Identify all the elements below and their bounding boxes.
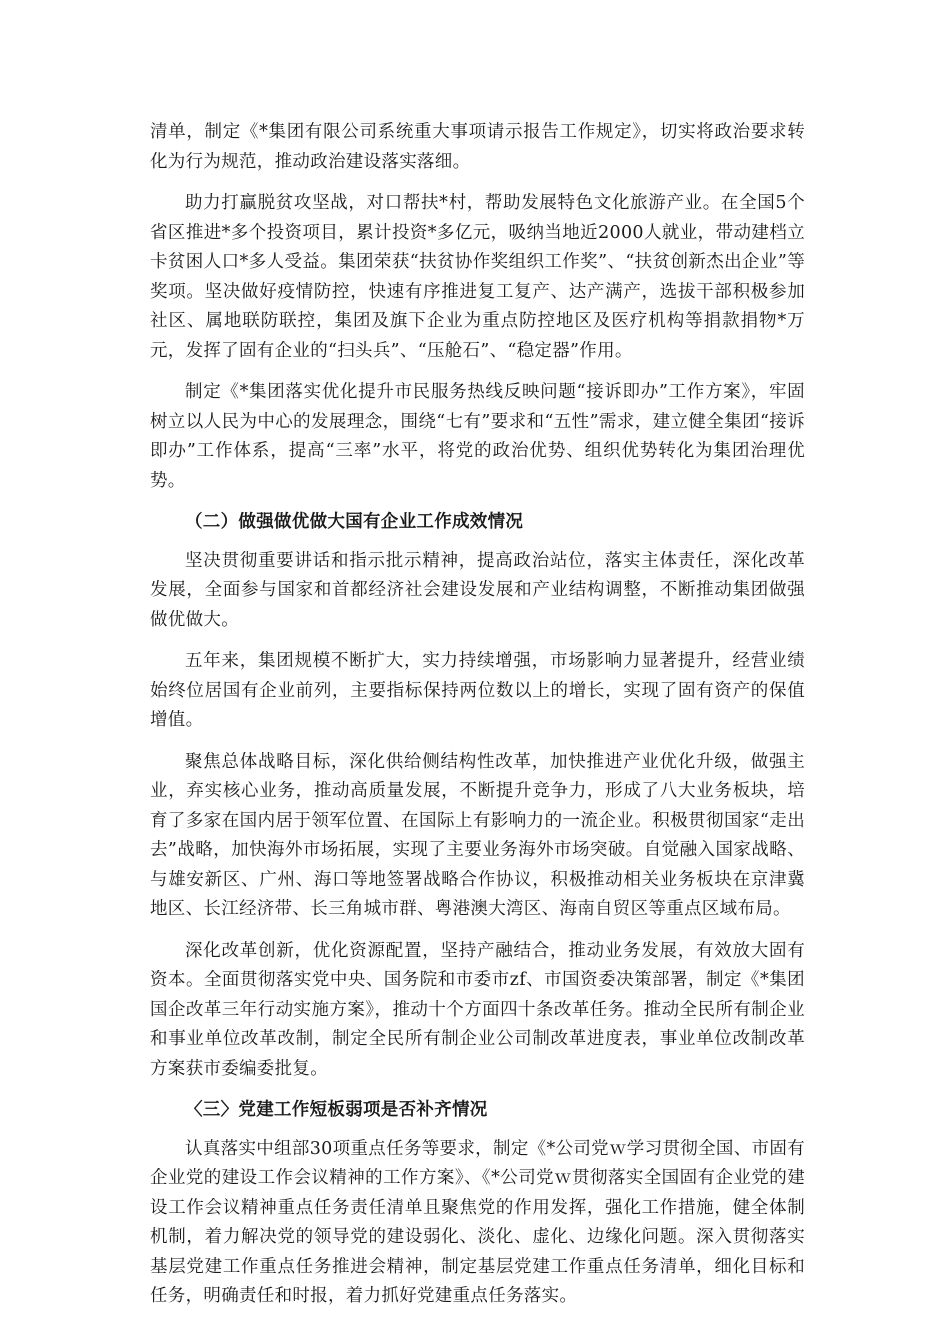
- paragraph-6: 聚焦总体战略目标，深化供给侧结构性改革，加快推进产业优化升级，做强主业，弃实核心业务，推动高质量发展，不断提升竞争力，形成了八大业务板块，培育了多家在国内居于领军位置、在国际上有影响力的一流企业。积极贯彻国家“走出去”战略，加快海外市场拓展，实现了主要业务海外市场突破。自觉融入国家战略、与雄安新区、广州、海口等地签署战略合作协议，积极推动相关业务板块在京津冀地区、长江经济带、长三角城市群、粤港澳大湾区、海南自贸区等重点区域布局。: [150, 751, 805, 919]
- paragraph-2: 助力打赢脱贫攻坚战，对口帮扶*村，帮助发展特色文化旅游产业。在全国5个省区推进*多个投资项目，累计投资*多亿元，吸纳当地近2000人就业，带动建档立卡贫困人口*多人受益。集团荣获“扶贫协作奖组织工作奖”、“扶贫创新杰出企业”等奖项。坚决做好疫情防控，快速有序推进复工复产、达产满产，选拔干部积极参加社区、属地联防联控，集团及旗下企业为重点防控地区及医疗机构等捐款捐物*万元，发挥了固有企业的“扫头兵”、“压舱石”、“稳定器”作用。: [150, 193, 805, 361]
- paragraph-1: 清单，制定《*集团有限公司系统重大事项请示报告工作规定》，切实将政治要求转化为行为规范，推动政治建设落实落细。: [150, 122, 805, 172]
- section-heading-3: 〈三〉党建工作短板弱项是否补齐情况: [185, 1100, 488, 1120]
- paragraph-5: 五年来，集团规模不断扩大，实力持续增强，市场影响力显著提升，经营业绩始终位居国有企业前列，主要指标保持两位数以上的增长，实现了固有资产的保值增值。: [150, 651, 805, 730]
- paragraph-7: 深化改革创新，优化资源配置，坚持产融结合，推动业务发展，有效放大固有资本。全面贯彻落实党中央、国务院和市委市zf、市国资委决策部署，制定《*集团国企改革三年行动实施方案》，推动十个方面四十条改革任务。推动全民所有制企业和事业单位改革改制，制定全民所有制企业公司制改革进度表，事业单位改制改革方案获市委编委批复。: [150, 940, 805, 1079]
- section-heading-2: （二）做强做优做大国有企业工作成效情况: [185, 512, 524, 532]
- document-page: [150, 118, 805, 1324]
- paragraph-4: 坚决贯彻重要讲话和指示批示精神，提高政治站位，落实主体责任，深化改革发展，全面参与国家和首都经济社会建设发展和产业结构调整，不断推动集团做强做优做大。: [150, 550, 805, 630]
- paragraph-8: 认真落实中组部30项重点任务等要求，制定《*公司党ｗ学习贯彻全国、市固有企业党的建设工作会议精神的工作方案》、《*公司党ｗ贯彻落实全国固有企业党的建设工作会议精神重点任务责任清单且聚焦党的作用发挥，强化工作措施，健全体制机制，着力解决党的领导党的建设弱化、淡化、虚化、边缘化问题。深入贯彻落实基层党建工作重点任务推进会精神，制定基层党建工作重点任务清单，细化目标和任务，明确责任和时报，着力抓好党建重点任务落实。: [150, 1138, 805, 1306]
- paragraph-3: 制定《*集团落实优化提升市民服务热线反映问题“接诉即办”工作方案》，牢固树立以人民为中心的发展理念，围绕“七有”要求和“五性”需求，建立健全集团“接诉即办”工作体系，提高“三率”水平，将党的政治优势、组织优势转化为集团治理优势。: [150, 382, 805, 491]
